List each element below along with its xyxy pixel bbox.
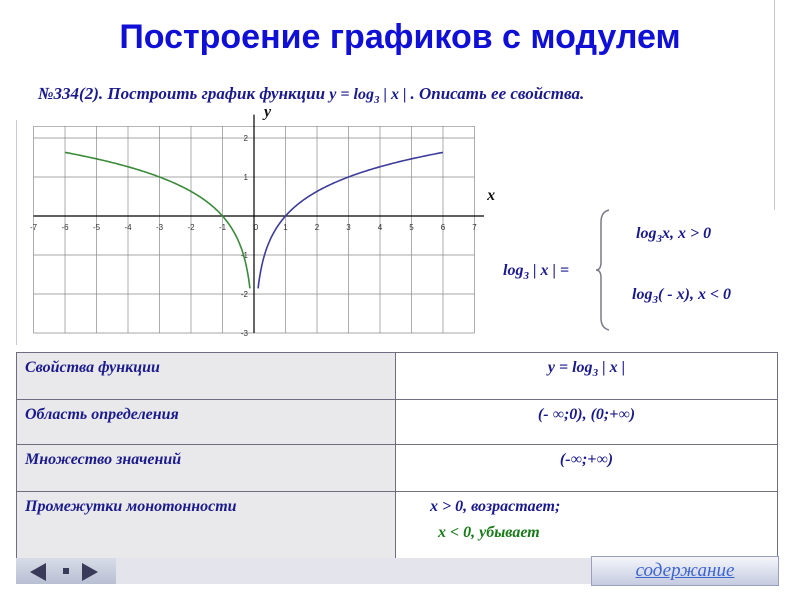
x-tick-label: 1 <box>283 223 288 232</box>
contents-link[interactable]: содержание <box>591 556 779 586</box>
table-row <box>17 400 778 445</box>
task-function: $y = \log_3$ | x | <box>329 86 411 107</box>
piecewise-lhs: $\log_3$ | x | = <box>503 262 570 283</box>
x-tick-label: 4 <box>377 223 383 232</box>
x-tick-label: 3 <box>346 223 351 232</box>
x-tick-label: -7 <box>29 223 38 232</box>
table-cell-function: $y = \log_3$ | x | <box>396 353 778 400</box>
x-tick-label: 7 <box>472 223 477 232</box>
y-tick-label: -1 <box>240 251 248 260</box>
navigation-buttons <box>16 558 116 584</box>
x-tick-label: -4 <box>124 223 132 232</box>
x-tick-label: 5 <box>409 223 414 232</box>
y-tick-label: -2 <box>240 290 248 299</box>
y-tick-label: 1 <box>243 173 248 182</box>
monotonicity-increasing: x > 0, возрастает; <box>430 498 561 515</box>
x-tick-label: 0 <box>253 223 259 232</box>
x-tick-label: -3 <box>155 223 164 232</box>
properties-table <box>16 352 778 569</box>
task-prefix: №334(2). Построить график функции <box>38 84 326 103</box>
monotonicity-decreasing: x < 0, убывает <box>438 524 540 541</box>
piecewise-case-negative: $\log_3( - x)$, x < 0 <box>632 286 732 307</box>
x-tick-label: -1 <box>218 223 227 232</box>
y-axis-label: y <box>264 103 272 121</box>
table-row <box>17 353 778 400</box>
x-tick-label: -6 <box>61 223 69 232</box>
next-slide-icon[interactable] <box>82 563 98 581</box>
x-tick-label: -5 <box>92 223 101 232</box>
table-cell-label: Множество значений <box>17 445 396 492</box>
table-cell-header: Свойства функции <box>17 353 396 400</box>
previous-slide-icon[interactable] <box>30 563 46 581</box>
piecewise-case-positive: $\log_3x$, x > 0 <box>636 225 712 246</box>
divider-right <box>774 0 775 210</box>
x-tick-label: 6 <box>440 223 446 232</box>
y-tick-label: -3 <box>240 329 248 338</box>
task-statement <box>38 84 584 106</box>
table-cell-label: Промежутки монотонности <box>17 492 396 569</box>
x-axis-label: x <box>487 187 496 204</box>
divider-left <box>16 120 17 345</box>
x-tick-label: 2 <box>314 223 320 232</box>
x-tick-label: -2 <box>187 223 195 232</box>
function-graph <box>20 103 520 350</box>
slide-title: Построение графиков с модулем <box>119 18 681 56</box>
y-tick-label: 2 <box>243 134 248 143</box>
table-cell-label: Область определения <box>17 400 396 445</box>
task-suffix: . Описать ее свойства. <box>410 84 585 103</box>
curly-brace <box>595 208 613 332</box>
table-cell-range: (-∞;+∞) <box>396 445 778 492</box>
table-row <box>17 445 778 492</box>
table-cell-domain: (- ∞;0), (0;+∞) <box>396 400 778 445</box>
nav-separator-icon <box>63 568 69 574</box>
